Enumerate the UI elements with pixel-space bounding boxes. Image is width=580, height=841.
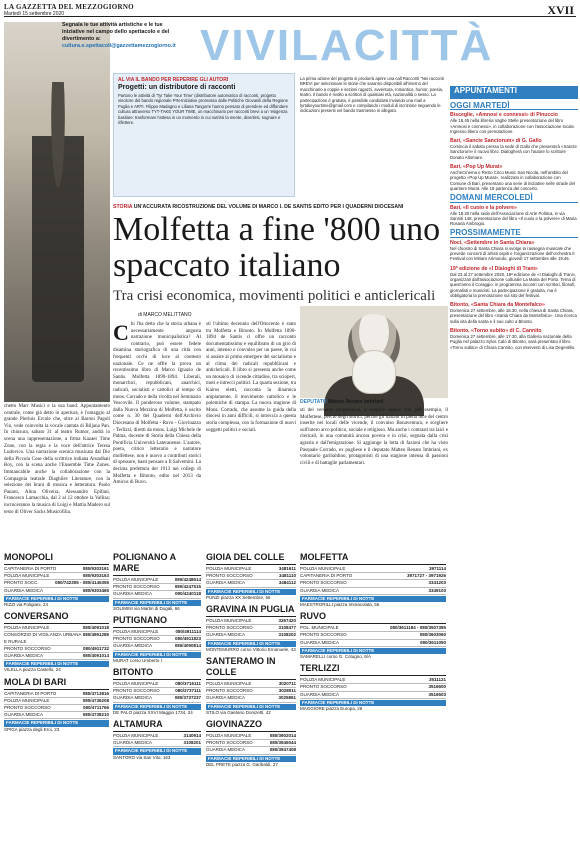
service-phone: 080/4911823	[174, 636, 201, 642]
service-name: POLIZIA MUNICIPALE	[300, 677, 346, 683]
service-row	[4, 566, 109, 573]
kicker-label: STORIA	[113, 204, 133, 210]
page-number: XVII	[547, 3, 574, 17]
service-name: GUARDIA MEDICA	[206, 580, 246, 586]
service-phone: 080/4911114	[175, 629, 201, 635]
article-column-2: sti l'ultimo decennio dell'Ottocento è stato tra Molfetta e Bitonto. In Molfetta 1890-1894 de Santis ci offre un racconto documentatissimo e equilibrato di un giro di anni, intenso e convulso per un paese, in cui si assiste al primo emergere del socialismo e al clima dei radicali repubblicani e anticlericali. Il libro si presenta anche come un mosaico di vicende cittadine, tra scioperi, moti e intrecci politici. La quarta sezione, tra Kairos eletti, racconta la dinamica ampiamente, il movimento cattolico e le polemiche di stampa. La nuova stagione di Mons. Corrado, che assume la guida della diocesi in anni difficili, si intreccia a questa storia complessa, con la formazione di nuovi soggetti politici e sociali.	[206, 322, 296, 433]
night-pharmacy-bar: FARMACIE REPERIBILI DI NOTTE	[206, 756, 296, 762]
masthead	[4, 3, 576, 17]
service-phone: 3108201	[183, 740, 201, 746]
event-title: Bitonto, «Santa Chiara da Montefalco»	[450, 302, 545, 309]
pharmacy-column	[206, 552, 296, 838]
service-row	[113, 740, 201, 747]
promo-text	[62, 22, 182, 50]
service-row	[113, 577, 201, 584]
service-phone: 3020711	[278, 681, 296, 687]
service-row	[206, 733, 296, 740]
box-headline: Progetti: un distributore di racconti	[118, 84, 236, 91]
box-kicker: AL VIA IL BANDO PER REPERIRE GLI AUTORI	[118, 77, 229, 83]
service-name: POLIZIA MUNICIPALE	[206, 733, 252, 739]
article-kicker	[113, 204, 448, 210]
service-phone: 080/4248614	[174, 577, 201, 582]
box-text: Partono le attività di 'Tyr Take Your Time' (distributore automatico di racconti, progetto vincitore del bando regionale PIN-Iniziative promosso dalle Politiche Giovanili della Regione Puglia e ARTI. Filippo Madagno e Liliana Tangorre hanno pensato di prendere ed diffondere cultura attraverso TYT-TAKE YOUR TIME, un macchinario per racconti brevi a un 'esigenza basilare: trasformare l'attesa in un momento in cui nutrirsi la mente, divertirsi, sognare e riflettere.	[118, 93, 288, 126]
night-pharmacy-bar: FARMACIE REPERIBILI DI NOTTE	[4, 720, 109, 726]
city-name: TERLIZZI	[300, 663, 446, 676]
service-phone: 3025861	[278, 695, 296, 701]
event-body: Dal 23 al 27 settembre 2020, 19ª edizione de «I Dialoghi di Trani», organizzati dall'associazione culturale La Maria del Porto. Tema di quest'anno il Coraggio: in programma incontri con scrittori, filosofi, giornalisti e musicisti. La partecipazione è gratuita, ma è obbligatoria la prenotazione sul sito del festival.	[450, 271, 577, 298]
service-phone: 3516600	[428, 684, 446, 690]
service-name: PRONTO SOCCORSO	[206, 688, 253, 694]
night-pharmacy-bar: FARMACIE REPERIBILI DI NOTTE	[206, 589, 296, 595]
pharmacy-address: SANTORO via San Vito, 163	[113, 754, 171, 760]
service-name: POLIZIA MUNICIPALE	[113, 629, 159, 635]
event-item	[450, 266, 578, 298]
soon-list	[450, 240, 578, 350]
service-row	[206, 747, 296, 754]
service-name: POL. MUNICIPALE	[300, 625, 339, 631]
service-phone: 080/3611050	[419, 639, 446, 645]
service-name: GUARDIA MEDICA	[113, 695, 153, 701]
pharmacy-address: MONTEMURRO corso Vittorio Emanuele, 43	[206, 646, 296, 652]
service-row	[4, 632, 109, 645]
col1-text: hi l'ha detto che la storia urbana è necessariamente angusta narrazione municipalistica? Al contrario, può essere fedele disamina storiografica di una città con frequenti occhi di luce al contesto nazionale. Ce ne offre la prova un recentissimo libro di Marco Ignazio de Santis. Molfetta 1890-1894. Liberali, monarchici, repubblicani, anarchici, radicali, socialisti e cattolici al tempo di mons. Corrado e della rivolta nel Seminario Vescovile. Il ponderoso volume, stampato dalla Nuova Mezzina di Molfetta, è uscito come n. 30 dei Quaderni dell'Archivio Diocesano di Molfetta - Ruvo - Giovinazzo - Terlizzi, diretti da mons. Luigi Michele de Palma, docente di Storia della Chiesa della Pontificia Università Lateranense. L'autore, poeta, critico letterario e narratore molfettese, non è nuovo a contributi storici di spessore, basti pensare a Il Salvemini. La decima prefettura del 1913 nei collegi di Molfetta e Bitonto, edito nel 2013 da Amicus di Ruvo.	[113, 322, 201, 486]
service-phone: 080/3737111	[175, 688, 201, 694]
service-name: GUARDIA MEDICA	[4, 653, 44, 659]
service-name: PRONTO SOCCORSO	[113, 636, 160, 642]
service-name: PRONTO SOCCORSO	[113, 584, 160, 590]
service-phone: 3108477	[278, 625, 296, 631]
service-row	[300, 566, 446, 573]
service-name: POLIZIA MUNICIPALE	[113, 681, 159, 687]
event-item	[450, 302, 578, 324]
service-name: PRONTO SOCCORSO	[206, 740, 253, 746]
soon-heading: PROSSIMAMENTE	[450, 230, 578, 237]
pharmacy-column	[4, 552, 109, 838]
service-name: PRONTO SOCCORSO	[206, 573, 253, 579]
service-row	[4, 646, 109, 653]
city-name: POLIGNANO A MARE	[113, 552, 201, 576]
service-row	[4, 653, 109, 660]
service-name: POLIZIA MUNICIPALE	[206, 566, 252, 571]
issue-date: Martedì 15 settembre 2020	[4, 11, 65, 17]
announcement-box	[113, 73, 295, 197]
city-name: GIOVINAZZO	[206, 719, 296, 732]
night-pharmacy-bar: FARMACIE REPERIBILI DI NOTTE	[206, 641, 296, 647]
service-name: GUARDIA MEDICA	[113, 643, 153, 649]
article-headline: Molfetta a fine '800 uno spaccato italiano	[113, 211, 441, 284]
night-pharmacy-bar: FARMACIE REPERIBILI DI NOTTE	[113, 600, 201, 606]
service-row	[4, 573, 109, 580]
service-row	[113, 688, 201, 695]
service-phone: 3511121	[428, 677, 446, 683]
service-phone: 080/4738210	[82, 712, 109, 718]
event-item	[450, 138, 578, 160]
service-name: GUARDIA MEDICA	[300, 691, 340, 697]
service-name: GUARDIA MEDICA	[206, 695, 246, 701]
city-name: CONVERSANO	[4, 611, 109, 624]
pharmacy-address: PUNZI piazza XX Settembre, 56	[206, 594, 271, 600]
city-name: BITONTO	[113, 667, 201, 680]
caption-label: DEPUTATO	[300, 399, 327, 405]
event-title: Bisceglie, «Amnosi e connessi» di Pinuccio	[450, 112, 558, 119]
city-name: PUTIGNANO	[113, 615, 201, 628]
event-title: Bari, «Pop Up Murat»	[450, 164, 503, 171]
service-phone: 080/742305 - 080/4145355	[54, 580, 109, 586]
pharmacy-address: SAMARELLI corso G. Cotugno, 6/A	[300, 654, 372, 660]
city-name: SANTERAMO IN COLLE	[206, 656, 296, 680]
service-row	[113, 629, 201, 636]
tomorrow-list	[450, 205, 578, 227]
service-row	[300, 588, 446, 595]
service-name: PRONTO SOCCORSO	[4, 645, 51, 651]
service-row	[4, 712, 109, 719]
night-pharmacy-bar: FARMACIE REPERIBILI DI NOTTE	[206, 704, 296, 710]
pharmacy-address: MAESTRORILLI piazza Immacolata, 56	[300, 602, 380, 608]
today-heading: OGGI MARTEDÌ	[450, 103, 578, 110]
service-phone: 3516503	[428, 691, 446, 697]
city-name: GRAVINA IN PUGLIA	[206, 604, 296, 617]
pharmacy-address: STILO via Gaetano Donizetti, 42	[206, 709, 271, 715]
service-phone: 080/4091018	[82, 625, 109, 631]
event-body: Nel chiostro di Santa Chiara si svolge la rassegna musicale che prevede concerti di artisti ospiti e l'organizzazione dell'orchestra Il Festival con Miriam Arimondo, giovedì 17 settembre alle 19.45.	[450, 245, 575, 262]
event-body: Alle 18.30 nella sede dell'Associazione di Arte Politica, in via Sanniti 148, presentazione del libro «Il cuoio e la polvere» di Maria Rosaria Ambrogio.	[450, 210, 577, 227]
night-pharmacy-bar: FARMACIE REPERIBILI DI NOTTE	[4, 661, 109, 667]
section-title: VIVILACITTÀ	[200, 21, 494, 70]
service-name: POLIZIA MUNICIPALE	[4, 573, 50, 579]
event-title: Noci, «Settembre in Santa Chiara»	[450, 239, 535, 246]
night-pharmacy-bar: FARMACIE REPERIBILI DI NOTTE	[4, 596, 109, 602]
service-name: CAPITANERIA DI PORTO	[4, 566, 57, 571]
service-row	[113, 591, 201, 598]
service-name: GUARDIA MEDICA	[206, 747, 246, 753]
night-pharmacy-bar: FARMACIE REPERIBILI DI NOTTE	[300, 596, 446, 602]
service-row	[300, 573, 446, 580]
portrait-beard	[352, 350, 396, 394]
service-name: GUARDIA MEDICA	[300, 587, 340, 593]
service-phone: 3481611	[278, 566, 296, 571]
service-phone: 080/4911732	[82, 645, 109, 651]
event-body: Comincia il sabato presso la sede di Gallo che presenterà «Sancte Sanctorum» il nuovo libro. Dialogherà con l'autore lo scrittore Donato Altomare.	[450, 144, 577, 160]
service-name: PRONTO SOCCORSO	[113, 688, 160, 694]
service-row	[4, 705, 109, 712]
service-row	[206, 566, 296, 573]
service-row	[300, 692, 446, 699]
city-name: MONOPOLI	[4, 552, 109, 565]
imbriani-portrait	[300, 306, 448, 398]
event-item	[450, 240, 578, 262]
caption-text: Matteo Renato Imbriani	[328, 399, 384, 405]
service-name: POLIZIA MUNICIPALE	[4, 697, 50, 703]
service-name: GUARDIA MEDICA	[4, 712, 44, 718]
event-body: Alle 18.45 nella libreria Vaghe Stelle presentazione del libro «Amnosi e connessi», in collaborazione con l'associazione locale. Ingresso libero con prenotazione.	[450, 118, 576, 134]
service-row	[300, 625, 446, 632]
tomorrow-heading: DOMANI MERCOLEDÌ	[450, 195, 578, 202]
event-body: Domenica 27 settembre, alle 17.30, alla Galleria nazionale della Puglia nel palazzo Sylos Calò di Bitonto, sarà presentato il libro «Torno subito» di Chiara Cannito, con interventi di Lisa Degentilis.	[450, 334, 576, 350]
events-sidebar	[450, 86, 578, 838]
service-row	[4, 625, 109, 632]
service-row	[113, 733, 201, 740]
service-phone: 080/4713816	[82, 690, 109, 696]
service-phone: 3971114	[428, 566, 446, 571]
service-row	[206, 580, 296, 587]
portrait-caption	[300, 399, 448, 405]
event-item	[450, 112, 578, 134]
service-name: GUARDIA MEDICA	[4, 587, 44, 593]
event-title: Bitonto, «Torno subito» di C. Cannito	[450, 328, 542, 335]
pharmacy-address: RIZZI via Poligiani, 24	[4, 602, 49, 608]
night-pharmacy-bar: FARMACIE REPERIBILI DI NOTTE	[300, 700, 446, 706]
service-name: PRONTO SOCCORSO	[206, 625, 253, 631]
service-row	[300, 580, 446, 587]
service-phone: 3267420	[278, 618, 296, 624]
figure-silhouette	[32, 82, 84, 382]
service-phone: 3140914	[183, 733, 201, 739]
service-name: CAPITANERIA DI PORTO	[300, 573, 353, 579]
service-phone: 080/3902014	[269, 733, 296, 739]
service-row	[113, 584, 201, 591]
promo-body: Segnala le tue attività artistiche e le tue iniziative nel campo dello spettacolo e del divertimento a:	[62, 22, 170, 42]
article-column-3: sti del versante progressista, a scoprire sapere che, per esempio, il Molfettese, perciò degli storici, perché gli italiani in piena luce del centro inserite nei locali delle vicende, il convulso Bonaventura, e scegliere sull'intero arco politico, sociale e religioso. Ma anche i contrasti tra laici e clericali, in una comunità ancora povera e in crisi, segnata dalla crisi agraria e dall'emigrazione. Si aggiunge la lotta di fazioni che ha visto Pasquale Corrado, ex pugliese e il deputato Matteo Renato Imbriani, ex volontario garibaldino, protagonisti di una stagione intensa di passioni civili e di battaglie parlamentari.	[300, 408, 448, 466]
service-phone: 080/3716111	[175, 681, 201, 687]
service-phone: 3481110	[278, 573, 296, 579]
event-item	[450, 205, 578, 227]
event-item	[450, 328, 578, 350]
service-row	[206, 681, 296, 688]
announcement-continued: La prima azione del progetto si produrrà aprire una call Racconti "Nei racconti BREVI per selezionare le storie che saranno disponibili all'interno del macchinario a coppie e sezioni ragazzi, avventura, romantico, humor, poesia, teatro. Il bando è rivolto a scrittori di qualsiasi età, nazionalità o sesso. La partecipazione è gratuita, è possibile candidarsi inviando una mail a tyrtakeyourtime@gmail.com e compilando i moduli di iscrizione seguendo le indicazioni presenti nel bando trasmesso in allegato.	[300, 76, 444, 114]
service-row	[113, 681, 201, 688]
service-phone: 080/3947408	[269, 747, 296, 753]
pharmacy-address: DE PALO piazza XXVI Maggio 1734, 24	[113, 709, 193, 715]
service-row	[300, 640, 446, 647]
service-row	[113, 636, 201, 643]
article-subhead: Tra crisi economica, movimenti politici e anticlericali	[113, 288, 436, 304]
left-column: chetto Marr Musici e la sua band. Appuntamento centrale, come già detto in apertura, è l'omaggio al grande Pierluis Ercole che, oltre ai Baroni Pagoli Viu, vede coinvolta la vocale cantata di Biljana Pan. In chiusura, sabato 31 al teatro Rumor, andrà in scena una rappresentazione, a firma Kazaer Time Zone, con la regia e la voce dell'attrice Teresa Ludovico. Una narrazione scenica musicata dal Dio della Piccola Cose della scrittrice indiana Arundhati Roy, con la scena anche l'Ensemble Time Zones. Immancabile anche la collaborazione con la Compagnia teatrale Diaghilev Literature, con la selezione dei brani di musica e letteratura. Paolo Panaro, Alina Oliveira, Alessandro Epifani, Francesco Lamacchia, dal 2 al 12 ottobre la Vallisa; incroceranno la musica di Luigi e Mattia Madero sul testo di Oliver Sacks Musicofilia.	[4, 404, 110, 515]
service-phone: 080/4050814	[174, 643, 201, 649]
service-phone: 080/3945044	[269, 740, 296, 746]
service-row	[206, 740, 296, 747]
service-row	[4, 588, 109, 595]
service-row	[206, 618, 296, 625]
service-row	[206, 632, 296, 639]
service-phone: 080/9303161	[82, 566, 109, 571]
service-phone: 3028011	[278, 688, 296, 694]
event-body: Domenica 27 settembre, alle 18.30, nella chiesa di Santa Chiara, presentazione del libro «Santa Chiara da Montefalco». Una ricerca sulla vita della santa e il suo culto a Bitonto.	[450, 308, 577, 324]
night-pharmacy-bar: FARMACIE REPERIBILI DI NOTTE	[113, 652, 201, 658]
service-phone: 3349103	[428, 587, 446, 593]
service-phone: 080/4240118	[174, 591, 201, 597]
service-name: PRONTO SOCCORSO	[300, 580, 347, 586]
promo-mail[interactable]: cultura.e.spettacoli@gazzettamezzogiorno.it	[62, 43, 176, 49]
service-name: GUARDIA MEDICA	[113, 740, 153, 746]
article-column-1	[113, 322, 201, 548]
service-name: POLIZIA MUNICIPALE	[4, 625, 50, 631]
service-phone: 080/4951286	[82, 632, 109, 638]
pharmacy-address: MURAT corso Umberto I	[113, 657, 162, 663]
service-row	[4, 698, 109, 705]
service-name: CONSORZIO DI VIGILANZA URBANA E RURALE	[4, 632, 82, 644]
concert-photo	[4, 22, 110, 402]
paper-name: LA GAZZETTA DEL MEZZOGIORNO	[4, 3, 134, 11]
service-row	[206, 573, 296, 580]
pharmacy-column	[113, 552, 201, 838]
service-phone: 080/9303163	[82, 573, 109, 579]
service-name: GUARDIA MEDICA	[113, 591, 153, 597]
city-name: RUVO	[300, 611, 446, 624]
service-phone: 080/3611184 - 080/3507385	[389, 625, 446, 631]
service-name: PRONTO SOCCORSO	[4, 705, 51, 711]
night-pharmacy-bar: FARMACIE REPERIBILI DI NOTTE	[300, 648, 446, 654]
service-name: POLIZIA MUNICIPALE	[300, 566, 346, 571]
pharmacy-address: SPIGA piazza degli Eroi, 23	[4, 726, 60, 732]
service-row	[300, 632, 446, 639]
event-body: AncheCinema e ReSo Circo Music San Nicola, nell'ambito del progetto «Pop Up Murat», realizzato in collaborazione con Comune di Bari, presentano una serie di iniziative nelle strade del quartiere Murat. Alle 18 partenza del concerto.	[450, 170, 575, 191]
service-phone: 080/4247515	[174, 584, 201, 590]
service-phone: 3971727 - 3971926	[406, 573, 446, 579]
service-row	[300, 677, 446, 684]
event-title: Bari, «Il cuoio e la polvere»	[450, 204, 517, 211]
service-name: POLIZIA MUNICIPALE	[113, 577, 159, 582]
service-name: GUARDIA MEDICA	[300, 639, 340, 645]
service-phone: 080/4736208	[82, 697, 109, 703]
pharmacy-address: MAGGIORE piazza Europa, 26	[300, 706, 363, 712]
sidebar-header: APPUNTAMENTI	[450, 86, 578, 99]
service-row	[4, 580, 109, 587]
event-item	[450, 164, 578, 191]
service-phone: 080/3603060	[419, 632, 446, 638]
service-phone: 080/4091014	[82, 653, 109, 659]
night-pharmacy-bar: FARMACIE REPERIBILI DI NOTTE	[113, 748, 201, 754]
city-name: MOLA DI BARI	[4, 677, 109, 690]
service-row	[206, 695, 296, 702]
article-byline: di MARCO MELITTANO	[138, 312, 192, 318]
pharmacy-column	[300, 552, 446, 838]
service-row	[113, 643, 201, 650]
event-title: Bari, «Sancte Sanctorum» di G. Gallo	[450, 138, 542, 145]
service-row	[206, 688, 296, 695]
service-phone: 080/3737237	[174, 695, 201, 701]
service-phone: 3484112	[278, 580, 296, 586]
service-row	[300, 684, 446, 691]
service-phone: 3108202	[278, 632, 296, 638]
service-phone: 3341203	[428, 580, 446, 586]
pharmacy-address: VILELLA piazza Castello, 24	[4, 667, 61, 673]
service-name: POLIZIA MUNICIPALE	[113, 733, 159, 739]
today-list	[450, 112, 578, 191]
pharmacy-address: DEL PRETE piazza G. Garibaldi, 27	[206, 761, 278, 767]
service-name: POLIZIA MUNICIPALE	[206, 618, 252, 624]
service-phone: 080/4711766	[82, 705, 109, 711]
pharmacy-address: SOLIMINI via Martiri di Dogali, 66	[113, 605, 180, 611]
city-name: ALTAMURA	[113, 719, 201, 732]
service-row	[206, 625, 296, 632]
service-name: PRONTO SOCCORSO	[300, 632, 347, 638]
city-name: MOLFETTA	[300, 552, 446, 565]
night-pharmacy-bar: FARMACIE REPERIBILI DI NOTTE	[113, 704, 201, 710]
kicker-text: UN'ACCURATA RICOSTRUZIONE DEL VOLUME DI MARCO I. DE SANTIS EDITO PER I QUADERNI DIOCESANI	[133, 204, 404, 210]
service-name: PRONTO SOCCORSO	[300, 684, 347, 690]
city-name: GIOIA DEL COLLE	[206, 552, 296, 565]
service-name: PRONTO SOCC.	[4, 580, 39, 586]
service-row	[4, 691, 109, 698]
service-name: GUARDIA MEDICA	[206, 632, 246, 638]
service-name: CAPITANERIA DI PORTO	[4, 690, 57, 696]
service-phone: 080/9303465	[82, 587, 109, 593]
drop-cap: C	[113, 320, 129, 345]
event-title: 19ª edizione de «I Dialoghi di Trani»	[450, 265, 538, 272]
service-row	[113, 695, 201, 702]
service-name: POLIZIA MUNICIPALE	[206, 681, 252, 687]
